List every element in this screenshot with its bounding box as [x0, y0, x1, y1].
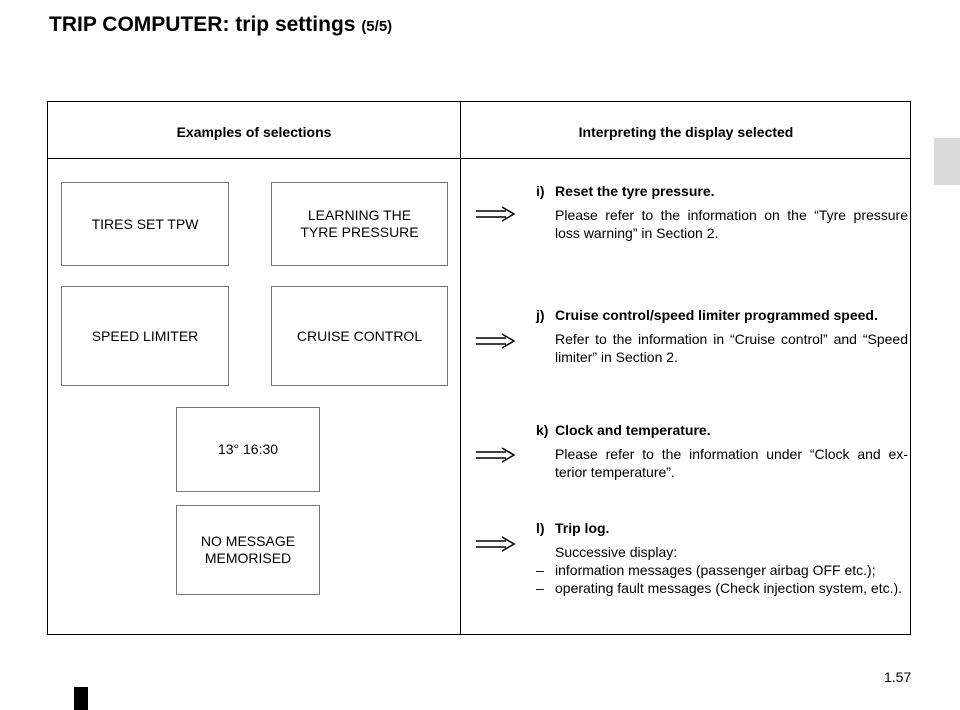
page-title-text: TRIP COMPUTER: trip settings	[49, 13, 356, 36]
display-tires-set-tpw: TIRES SET TPW	[61, 182, 229, 266]
item-heading: Reset the tyre pressure.	[555, 183, 715, 199]
list-item: – information messages (passenger airbag OFF etc.);	[536, 562, 876, 578]
item-j	[536, 306, 908, 366]
list-item: – operating fault messages (Check injection system, etc.).	[536, 580, 903, 596]
item-text: Please refer to the information under “Clock and ex- terior temperature”.	[555, 446, 908, 480]
page-title	[49, 13, 392, 37]
item-key: k)	[536, 422, 549, 438]
double-arrow-right-icon	[474, 332, 518, 350]
display-clock-temperature: 13° 16:30	[176, 407, 320, 492]
double-arrow-right-icon	[474, 535, 518, 553]
item-i	[536, 182, 908, 242]
item-key: i)	[536, 183, 545, 199]
column-header-examples: Examples of selections	[176, 124, 332, 140]
item-k	[536, 421, 908, 481]
display-no-message-memorised: NO MESSAGE MEMORISED	[176, 505, 320, 595]
display-speed-limiter: SPEED LIMITER	[61, 286, 229, 386]
page-title-suffix: (5/5)	[361, 18, 393, 35]
item-text: Refer to the information in “Cruise control” and “Speed limiter” in Section 2.	[555, 331, 908, 365]
header-divider	[48, 158, 910, 159]
item-heading: Trip log.	[555, 520, 610, 536]
item-l	[536, 519, 908, 597]
edge-marker	[74, 687, 88, 710]
display-learning-tyre-pressure: LEARNING THE TYRE PRESSURE	[271, 182, 448, 266]
item-heading: Cruise control/speed limiter programmed speed.	[555, 307, 878, 323]
item-key: l)	[536, 520, 545, 536]
item-heading: Clock and temperature.	[555, 422, 711, 438]
double-arrow-right-icon	[474, 446, 518, 464]
column-header-interpreting: Interpreting the display selected	[578, 124, 794, 140]
item-text: Please refer to the information on the “Tyre pressure loss warning” in Section 2.	[555, 207, 908, 241]
column-divider	[460, 102, 461, 634]
page-number: 1.57	[884, 669, 912, 685]
display-cruise-control: CRUISE CONTROL	[271, 286, 448, 386]
item-list	[536, 561, 908, 597]
item-key: j)	[536, 307, 545, 323]
section-tab	[934, 138, 960, 185]
item-text: Successive display:	[555, 544, 678, 560]
double-arrow-right-icon	[474, 205, 518, 223]
